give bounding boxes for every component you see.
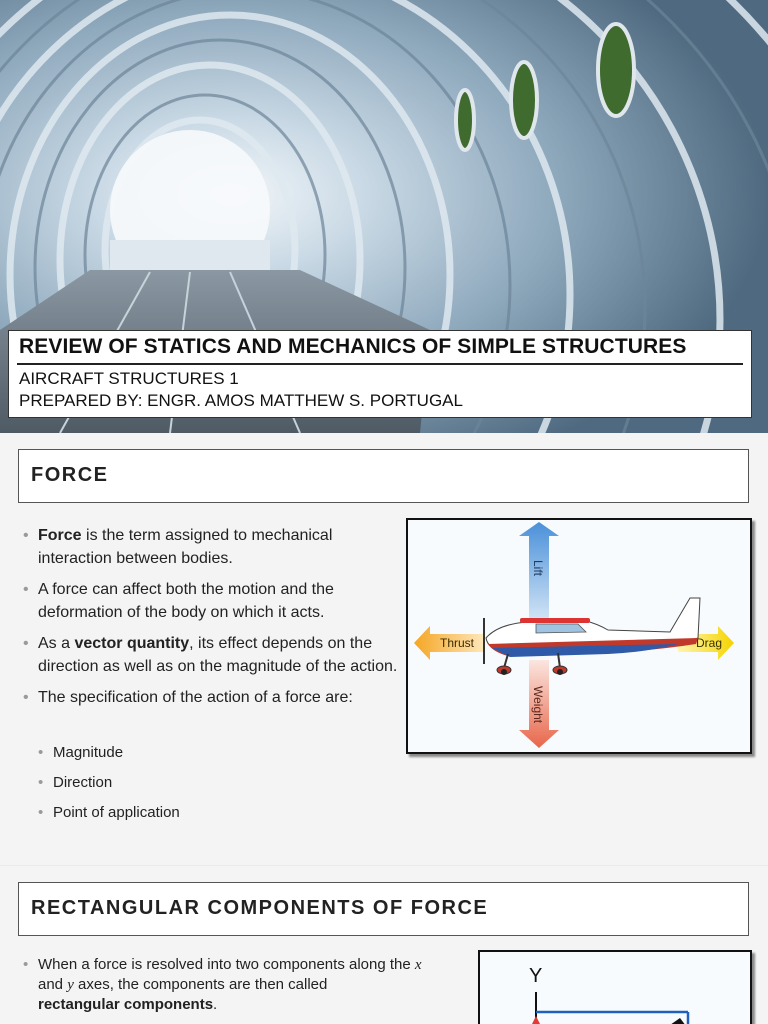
list-item: • Point of application <box>38 798 338 828</box>
y-component-arrow <box>528 1016 544 1024</box>
course-name: AIRCRAFT STRUCTURES 1 <box>19 369 239 388</box>
y-axis-label: Y <box>529 965 543 987</box>
bold-term: vector quantity <box>74 635 190 652</box>
bullet-text: A force can affect both the motion and the deformation of the body on which it acts. <box>38 581 334 621</box>
bullet-text: . <box>213 996 218 1013</box>
title-slide <box>0 0 768 433</box>
force-bullet-list <box>23 524 398 709</box>
section-header <box>18 882 749 936</box>
list-item: • Direction <box>38 768 338 798</box>
bold-term: rectangular components <box>38 996 214 1013</box>
components-bullet-list <box>23 955 433 1014</box>
variable-x: x <box>414 957 422 973</box>
weight-arrow <box>519 660 559 748</box>
thrust-label: Thrust <box>440 636 475 650</box>
bullet-text: is the term assigned to mechanical interaction between bodies. <box>38 527 333 567</box>
section-title: RECTANGULAR COMPONENTS OF FORCE <box>31 897 489 919</box>
bullet-text: axes, the components are then called <box>73 976 328 993</box>
slide-title: REVIEW OF STATICS AND MECHANICS OF SIMPLE STRUCTURES <box>19 335 687 358</box>
airplane-forces-figure <box>406 518 752 754</box>
bullet-text: As a <box>38 635 75 652</box>
bold-term: Force <box>38 527 82 544</box>
title-box <box>8 330 752 418</box>
drag-label: Drag <box>696 636 723 650</box>
force-arrowhead <box>660 1018 686 1024</box>
list-item <box>23 632 398 678</box>
bullet-text: When a force is resolved into two components along the <box>38 956 415 973</box>
list-item <box>23 578 398 624</box>
section-header <box>18 449 749 503</box>
airplane-forces-diagram <box>408 520 750 752</box>
bullet-text: and <box>38 976 68 993</box>
list-item <box>23 955 433 1014</box>
airplane-illustration <box>484 598 700 675</box>
rectangular-components-slide <box>0 866 768 1024</box>
components-figure <box>478 950 752 1024</box>
force-sub-bullet-list <box>38 738 338 828</box>
variable-y: y <box>67 977 74 993</box>
weight-label: Weight <box>531 686 545 724</box>
axis-diagram <box>480 952 750 1024</box>
author-line: PREPARED BY: ENGR. AMOS MATTHEW S. PORTUGAL <box>19 391 463 410</box>
section-title: FORCE <box>31 464 109 486</box>
bullet-text: The specification of the action of a force are: <box>38 689 353 706</box>
list-item: • Magnitude <box>38 738 338 768</box>
force-slide <box>0 433 768 865</box>
bullet-text: , its effect depends on the direction as well as on the magnitude of the action. <box>38 635 398 675</box>
list-item <box>23 686 398 709</box>
lift-label: Lift <box>531 560 545 577</box>
title-divider <box>17 363 743 365</box>
thrust-arrow <box>414 626 483 660</box>
list-item <box>23 524 398 570</box>
